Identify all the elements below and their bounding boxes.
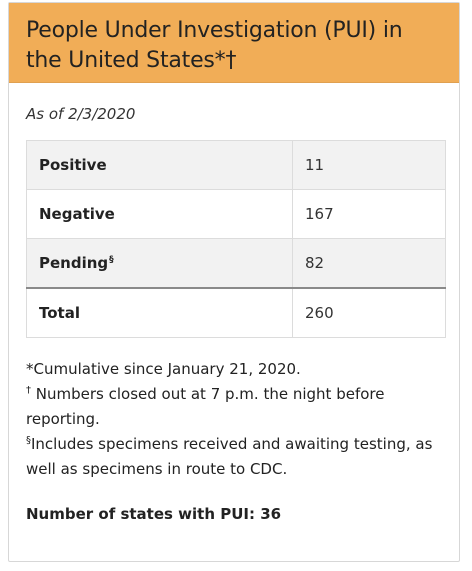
row-value: 260	[293, 288, 446, 338]
table-row-pending	[27, 239, 446, 288]
row-label	[27, 190, 293, 239]
card-title: People Under Investigation (PUI) in the United States*†	[26, 18, 403, 73]
table-row-total	[27, 288, 446, 338]
row-label-text: Pending	[39, 253, 109, 272]
row-value: 11	[293, 141, 446, 190]
footnote-specimens	[26, 432, 446, 482]
table-row-negative	[27, 190, 446, 239]
footnote-text: Includes specimens received and awaiting testing, as well as specimens in route to CDC.	[26, 435, 433, 478]
footnote-text: Cumulative since January 21, 2020.	[33, 360, 301, 378]
row-label-text: Positive	[39, 156, 107, 174]
footnote-mark: †	[26, 385, 31, 396]
row-label-text: Total	[39, 303, 80, 322]
as-of-date: As of 2/3/2020	[26, 105, 136, 123]
row-label	[27, 288, 293, 338]
footnote-mark: *	[26, 360, 34, 378]
footnotes	[26, 357, 446, 482]
footnote-mark: §	[26, 435, 31, 446]
footnote-mark: §	[109, 254, 114, 265]
row-label-text: Negative	[39, 205, 115, 223]
states-summary: Number of states with PUI: 36	[26, 505, 282, 523]
footnote-closed-out	[26, 382, 446, 432]
row-value: 167	[293, 190, 446, 239]
footnote-cumulative	[26, 357, 446, 382]
row-label	[27, 141, 293, 190]
card-header	[9, 3, 459, 83]
pui-card	[8, 2, 460, 562]
pui-table	[26, 140, 446, 338]
table-row-positive	[27, 141, 446, 190]
row-value: 82	[293, 239, 446, 288]
footnote-text: Numbers closed out at 7 p.m. the night before reporting.	[26, 385, 385, 428]
row-label	[27, 239, 293, 288]
